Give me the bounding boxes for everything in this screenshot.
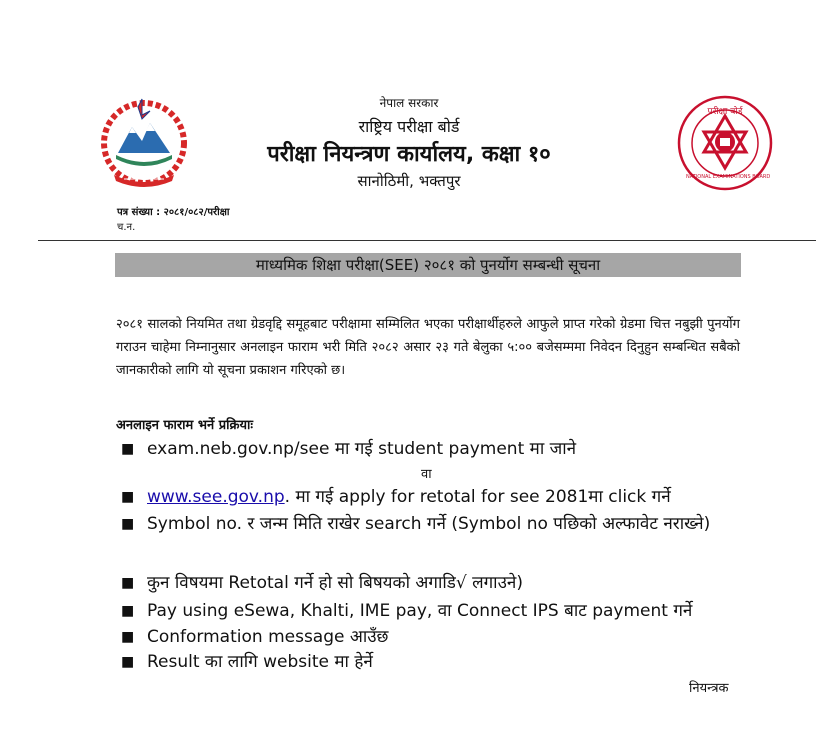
bullet-icon: ■ xyxy=(121,603,135,619)
or-separator: वा xyxy=(421,467,432,482)
bullet-icon: ■ xyxy=(121,489,135,505)
step-7-text: Result का लागि website मा हेर्ने xyxy=(147,652,373,672)
header-divider xyxy=(38,240,816,241)
notice-paragraph: २०८१ सालको नियमित तथा ग्रेडवृद्दि समूहबाट परीक्षामा सम्मिलित भएका परीक्षार्थीहरुले आफुले प्राप्त गरेको ग्रेडमा चित्त नबुझी पुनर्योग गराउन चाहेमा निम्नानुसार अनलाइन फाराम भरी मिति २०८२ असार २३ गते बेलुका ५:०० बजेसम्ममा निवेदन दिनुहुन सम्बन्धित सबैको जानकारीको लागि यो सूचना प्रकाशन गरिएको छ। xyxy=(116,317,740,378)
seal-text-bottom: NATIONAL EXAMINATIONS BOARD xyxy=(686,174,771,180)
bullet-icon: ■ xyxy=(121,441,135,457)
board-name: राष्ट्रिय परीक्षा बोर्ड xyxy=(358,117,460,136)
office-location: सानोठिमी, भक्तपुर xyxy=(357,172,461,190)
step-4-text: कुन विषयमा Retotal गर्ने हो सो बिषयको अगाडि√ लगाउने) xyxy=(147,573,523,593)
step-2-text: . मा गई apply for retotal for see 2081मा click गर्ने xyxy=(284,487,671,507)
dispatch-number: च.न. xyxy=(117,222,136,233)
seal-text-top: परीक्षा बोर्ड xyxy=(707,107,743,117)
bullet-icon: ■ xyxy=(121,516,135,532)
notice-title: माध्यमिक शिक्षा परीक्षा(SEE) २०८१ को पुनर्योग सम्बन्धी सूचना xyxy=(115,253,741,277)
bullet-icon: ■ xyxy=(121,654,135,670)
office-name: परीक्षा नियन्त्रण कार्यालय, कक्षा १० xyxy=(267,142,551,167)
reference-number: पत्र संख्या : २०८१/०८२/परीक्षा xyxy=(117,207,230,218)
govt-name: नेपाल सरकार xyxy=(379,96,439,110)
bullet-icon: ■ xyxy=(121,575,135,591)
signatory: नियन्त्रक xyxy=(689,681,729,696)
step-3-text: Symbol no. र जन्म मिति राखेर search गर्ने (Symbol no पछिको अल्फावेट नराख्ने) xyxy=(147,514,711,534)
step-1-text: exam.neb.gov.np/see मा गई student payment मा जाने xyxy=(147,439,577,459)
step-5-text: Pay using eSewa, Khalti, IME pay, वा Connect IPS बाट payment गर्ने xyxy=(147,601,693,621)
see-website-link[interactable]: www.see.gov.np xyxy=(147,487,285,507)
step-6-text: Conformation message आउँछ xyxy=(147,627,389,647)
steps-heading: अनलाइन फाराम भर्ने प्रक्रियाः xyxy=(116,418,253,433)
bullet-icon: ■ xyxy=(121,629,135,645)
